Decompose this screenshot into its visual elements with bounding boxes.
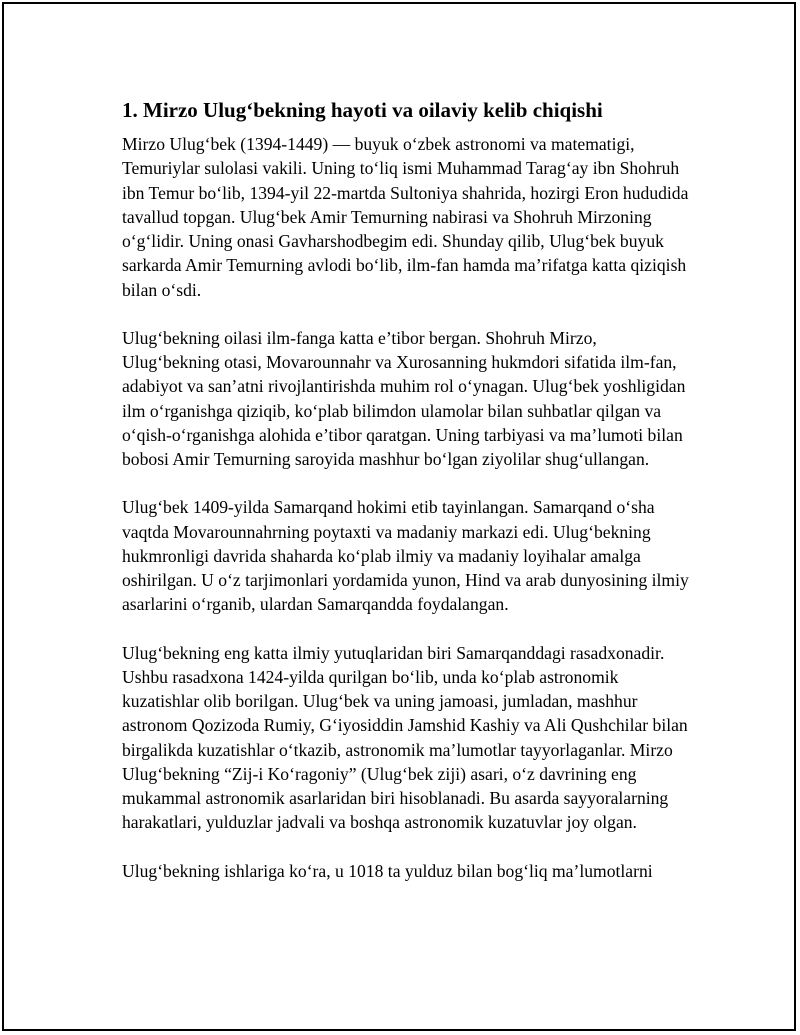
- page-frame: [2, 2, 796, 1031]
- section-heading: 1. Mirzo Ulug‘bekning hayoti va oilaviy kelib chiqishi: [122, 98, 603, 122]
- paragraph-family: Ulug‘bekning oilasi ilm-fanga katta e’tibor bergan. Shohruh Mirzo, Ulug‘bekning otasi, Movarounnahr va Xurosanning hukmdori sifatida ilm-fan, adabiyot va san’atni rivojlantirishda muhim rol o‘ynagan. Ulug‘bek yoshligidan ilm o‘rganishga qiziqib, ko‘plab bilimdon ulamolar bilan suhbatlar qilgan va o‘qish-o‘rganishga alohida e’tibor qaratgan. Uning tarbiyasi va ma’lumoti bilan bobosi Amir Temurning saroyida mashhur bo‘lgan ziyolilar shug‘ullangan.: [122, 327, 686, 469]
- paragraph-biography: Mirzo Ulug‘bek (1394-1449) — buyuk o‘zbek astronomi va matematigi, Temuriylar sulolasi vakili. Uning to‘liq ismi Muhammad Tarag‘ay ibn Shohruh ibn Temur bo‘lib, 1394-yil 22-martda Sultoniya shahrida, hozirgi Eron hududida tavallud topgan. Ulug‘bek Amir Temurning nabirasi va Shohruh Mirzoning o‘g‘lidir. Uning onasi Gavharshodbegim edi. Shunday qilib, Ulug‘bek buyuk sarkarda Amir Temurning avlodi bo‘lib, ilm-fan hamda ma’rifatga katta qiziqish bilan o‘sdi.: [122, 134, 689, 300]
- paragraph-observatory: Ulug‘bekning eng katta ilmiy yutuqlaridan biri Samarqanddagi rasadxonadir. Ushbu rasadxona 1424-yilda qurilgan bo‘lib, unda ko‘plab astronomik kuzatishlar olib borilgan. Ulug‘bek va uning jamoasi, jumladan, mashhur astronom Qozizoda Rumiy, G‘iyosiddin Jamshid Kashiy va Ali Qushchilar bilan birgalikda kuzatishlar o‘tkazib, astronomik ma’lumotlar tayyorlaganlar. Mirzo Ulug‘bekning “Zij-i Ko‘ragoniy” (Ulug‘bek ziji) asari, o‘z davrining eng mukammal astronomik asarlaridan biri hisoblanadi. Bu asarda sayyoralarning harakatlari, yulduzlar jadvali va boshqa astronomik kuzatuvlar joy olgan.: [122, 642, 688, 833]
- document-body: [122, 96, 697, 907]
- paragraph-samarkand: Ulug‘bek 1409-yilda Samarqand hokimi etib tayinlangan. Samarqand o‘sha vaqtda Movarounnahrning poytaxti va madaniy markazi edi. Ulug‘bekning hukmronligi davrida shaharda ko‘plab ilmiy va madaniy loyihalar amalga oshirilgan. U o‘z tarjimonlari yordamida yunon, Hind va arab dunyosining ilmiy asarlarini o‘rganib, ulardan Samarqandda foydalangan.: [122, 497, 689, 615]
- paragraph-star-catalog: Ulug‘bekning ishlariga ko‘ra, u 1018 ta yulduz bilan bog‘liq ma’lumotlarni: [122, 860, 653, 881]
